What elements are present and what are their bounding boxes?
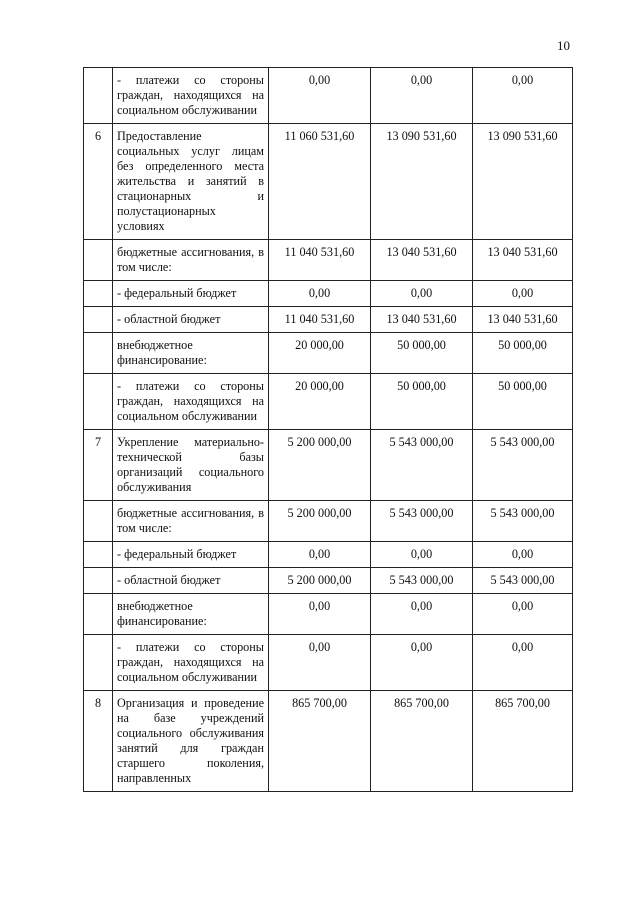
row-description: внебюджетное финансирование: [113,594,269,635]
row-number [84,68,113,124]
value-year-1: 0,00 [269,635,371,691]
row-number [84,374,113,430]
table-row [84,568,573,594]
value-year-2: 0,00 [371,635,473,691]
value-year-2: 0,00 [371,594,473,635]
budget-table [83,67,573,792]
table-row [84,374,573,430]
value-year-1: 5 200 000,00 [269,568,371,594]
value-year-3: 5 543 000,00 [473,568,573,594]
row-number [84,240,113,281]
value-year-2: 0,00 [371,68,473,124]
value-year-1: 20 000,00 [269,374,371,430]
value-year-1: 20 000,00 [269,333,371,374]
value-year-2: 5 543 000,00 [371,568,473,594]
value-year-1: 5 200 000,00 [269,501,371,542]
value-year-2: 0,00 [371,281,473,307]
value-year-3: 0,00 [473,542,573,568]
value-year-3: 13 040 531,60 [473,307,573,333]
value-year-2: 13 040 531,60 [371,307,473,333]
table-row [84,307,573,333]
value-year-3: 0,00 [473,594,573,635]
row-description: - областной бюджет [113,568,269,594]
value-year-1: 5 200 000,00 [269,430,371,501]
value-year-1: 0,00 [269,68,371,124]
value-year-2: 5 543 000,00 [371,501,473,542]
value-year-1: 11 040 531,60 [269,307,371,333]
page-number: 10 [557,38,570,53]
row-number: 6 [84,124,113,240]
row-description: бюджетные ассигнования, в том числе: [113,501,269,542]
row-description: бюджетные ассигнования, в том числе: [113,240,269,281]
row-description: - федеральный бюджет [113,542,269,568]
row-description: - областной бюджет [113,307,269,333]
value-year-3: 0,00 [473,635,573,691]
value-year-1: 0,00 [269,594,371,635]
value-year-3: 50 000,00 [473,333,573,374]
row-number: 8 [84,691,113,792]
value-year-2: 865 700,00 [371,691,473,792]
value-year-2: 50 000,00 [371,333,473,374]
value-year-2: 13 090 531,60 [371,124,473,240]
table-row [84,594,573,635]
row-description: внебюджетное финансирование: [113,333,269,374]
value-year-3: 13 090 531,60 [473,124,573,240]
table-row [84,635,573,691]
row-number [84,333,113,374]
value-year-2: 13 040 531,60 [371,240,473,281]
value-year-2: 0,00 [371,542,473,568]
row-description: Предоставление социальных услуг лицам без определенного места жительства и занятий в стационарных и полустационарных условиях [113,124,269,240]
row-number [84,501,113,542]
table-row [84,542,573,568]
row-description: - федеральный бюджет [113,281,269,307]
value-year-3: 13 040 531,60 [473,240,573,281]
value-year-3: 5 543 000,00 [473,501,573,542]
value-year-2: 50 000,00 [371,374,473,430]
row-number [84,568,113,594]
value-year-3: 0,00 [473,281,573,307]
value-year-3: 0,00 [473,68,573,124]
table-row [84,124,573,240]
row-description: Организация и проведение на базе учреждений социального обслуживания занятий для граждан старшего поколения, направленных [113,691,269,792]
value-year-1: 11 040 531,60 [269,240,371,281]
value-year-1: 0,00 [269,281,371,307]
value-year-2: 5 543 000,00 [371,430,473,501]
row-number [84,594,113,635]
table-row [84,240,573,281]
value-year-1: 0,00 [269,542,371,568]
table-row [84,691,573,792]
row-number [84,307,113,333]
table-row [84,430,573,501]
row-description: - платежи со стороны граждан, находящихся на социальном обслуживании [113,68,269,124]
table-row [84,281,573,307]
row-number [84,281,113,307]
value-year-3: 5 543 000,00 [473,430,573,501]
row-number [84,635,113,691]
row-description: - платежи со стороны граждан, находящихся на социальном обслуживании [113,635,269,691]
value-year-3: 865 700,00 [473,691,573,792]
table-row [84,333,573,374]
table-row [84,68,573,124]
row-number [84,542,113,568]
row-description: - платежи со стороны граждан, находящихся на социальном обслуживании [113,374,269,430]
row-number: 7 [84,430,113,501]
value-year-1: 865 700,00 [269,691,371,792]
value-year-1: 11 060 531,60 [269,124,371,240]
table-row [84,501,573,542]
value-year-3: 50 000,00 [473,374,573,430]
row-description: Укрепление материально-технической базы организаций социального обслуживания [113,430,269,501]
